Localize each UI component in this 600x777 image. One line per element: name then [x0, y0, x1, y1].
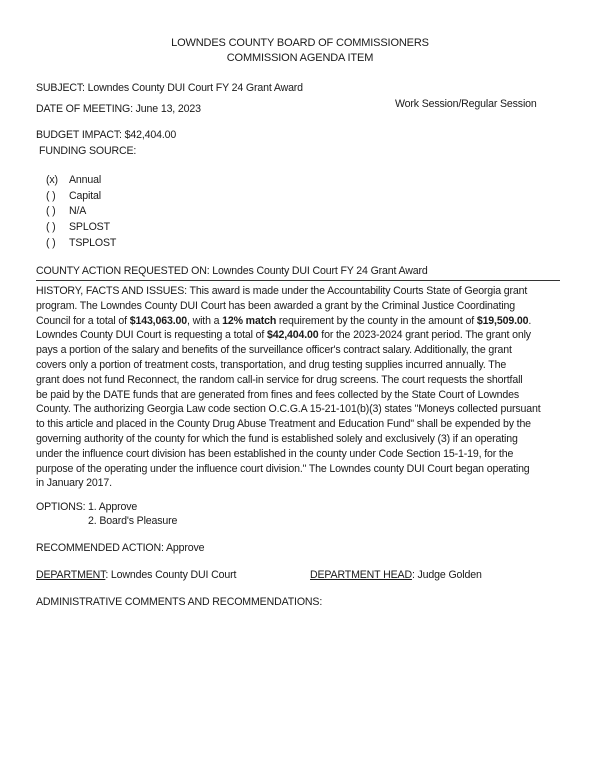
history-line	[36, 373, 540, 388]
history-line	[36, 328, 540, 343]
recommended-action: RECOMMENDED ACTION: Approve	[36, 542, 205, 554]
history-text: Council for a total of	[36, 314, 130, 327]
history-text: Lowndes County DUI Court is requesting a total of	[36, 329, 267, 342]
funding-option	[46, 189, 101, 203]
history-text: , with a	[186, 314, 223, 327]
history-line	[36, 343, 540, 358]
history-line	[36, 476, 540, 491]
funding-option-mark: ( )	[46, 221, 56, 234]
funding-option	[46, 236, 116, 250]
department-head-value: : Judge Golden	[411, 569, 482, 581]
funding-option-label: Capital	[69, 189, 101, 202]
history-line	[36, 358, 540, 373]
option-item: 2. Board's Pleasure	[88, 515, 178, 527]
funding-option-mark: (x)	[46, 174, 58, 186]
history-line	[36, 299, 540, 314]
history-text: under the influence court division has been established in the county under Code Section 15-1-19, for the	[36, 447, 514, 460]
funding-option-mark: ( )	[46, 189, 56, 202]
options-label: OPTIONS:	[36, 501, 86, 513]
history-text: program. The Lowndes County DUI Court has been awarded a grant by the Criminal Justice Coordinating	[36, 299, 516, 312]
history-text: purpose of the operating under the influence court division." The Lowndes county DUI Court began operating	[36, 462, 530, 475]
department-value: : Lowndes County DUI Court	[105, 569, 237, 581]
funding-option-mark: ( )	[46, 236, 56, 249]
department-head-label: DEPARTMENT HEAD	[310, 569, 412, 581]
session-type: Work Session/Regular Session	[395, 98, 537, 110]
history-text: be paid by the DATE funds that are generated from fines and fees collected by the State Court of Lowndes	[36, 388, 519, 401]
board-title: LOWNDES COUNTY BOARD OF COMMISSIONERS	[171, 37, 429, 49]
history-text: covers only a portion of treatment costs, transportation, and drug testing supplies incurred annually. The	[36, 358, 507, 371]
county-action-requested: COUNTY ACTION REQUESTED ON: Lowndes County DUI Court FY 24 Grant Award	[36, 265, 428, 277]
budget-impact: BUDGET IMPACT: $42,404.00	[36, 129, 177, 141]
funding-option-label: SPLOST	[69, 221, 110, 234]
funding-option	[46, 220, 110, 234]
subject: SUBJECT: Lowndes County DUI Court FY 24 Grant Award	[36, 82, 303, 94]
funding-option-label: TSPLOST	[69, 236, 117, 249]
history-text: governing authority of the county for which the fund is established solely and exclusively (3) if an operating	[36, 432, 518, 445]
administrative-comments: ADMINISTRATIVE COMMENTS AND RECOMMENDATIONS:	[36, 596, 323, 608]
history-line	[36, 314, 540, 329]
divider	[36, 280, 560, 281]
option-item: 1. Approve	[88, 501, 138, 513]
history-line	[36, 388, 540, 403]
history-text: to this article and placed in the County Drug Abuse Treatment and Education Fund" shall be expended by the	[36, 418, 531, 431]
history-text: for the 2023-2024 grant period. The grant only	[318, 329, 531, 342]
date-of-meeting: DATE OF MEETING: June 13, 2023	[36, 103, 201, 115]
history-text: pays a portion of the salary and benefits of the surveillance officer's contract salary. Additionally, the grant	[36, 344, 512, 357]
history-line	[36, 462, 540, 477]
history-emphasis: $42,404.00	[266, 329, 319, 342]
agenda-item-title: COMMISSION AGENDA ITEM	[226, 52, 374, 64]
history-facts-issues	[36, 284, 540, 491]
funding-option-mark: ( )	[46, 205, 56, 218]
funding-option-label: Annual	[69, 174, 102, 186]
history-text: HISTORY, FACTS AND ISSUES: This award is made under the Accountability Courts State of Georgia grant	[36, 285, 528, 297]
history-text: .	[528, 314, 532, 327]
history-emphasis: $143,063.00	[129, 314, 187, 327]
department	[36, 568, 236, 582]
history-line	[36, 432, 540, 447]
history-line	[36, 447, 540, 462]
funding-option	[46, 204, 86, 218]
history-line	[36, 417, 540, 432]
history-text: requirement by the county in the amount of	[276, 314, 477, 327]
history-line	[36, 284, 540, 299]
history-text: in January 2017.	[36, 477, 112, 490]
department-label: DEPARTMENT	[36, 569, 106, 581]
history-emphasis: $19,509.00	[476, 314, 529, 327]
history-line	[36, 402, 540, 417]
department-head	[310, 568, 482, 582]
funding-source-label: FUNDING SOURCE:	[39, 145, 137, 157]
funding-option-label: N/A	[69, 205, 87, 218]
history-text: County. The authorizing Georgia Law code section O.C.G.A 15-21-101(b)(3) states "Moneys collected pursuant	[36, 403, 541, 416]
history-text: grant does not fund Reconnect, the random call-in service for drug screens. The court requests the shortfall	[36, 373, 523, 386]
funding-option	[46, 173, 101, 187]
history-emphasis: 12% match	[222, 314, 277, 327]
